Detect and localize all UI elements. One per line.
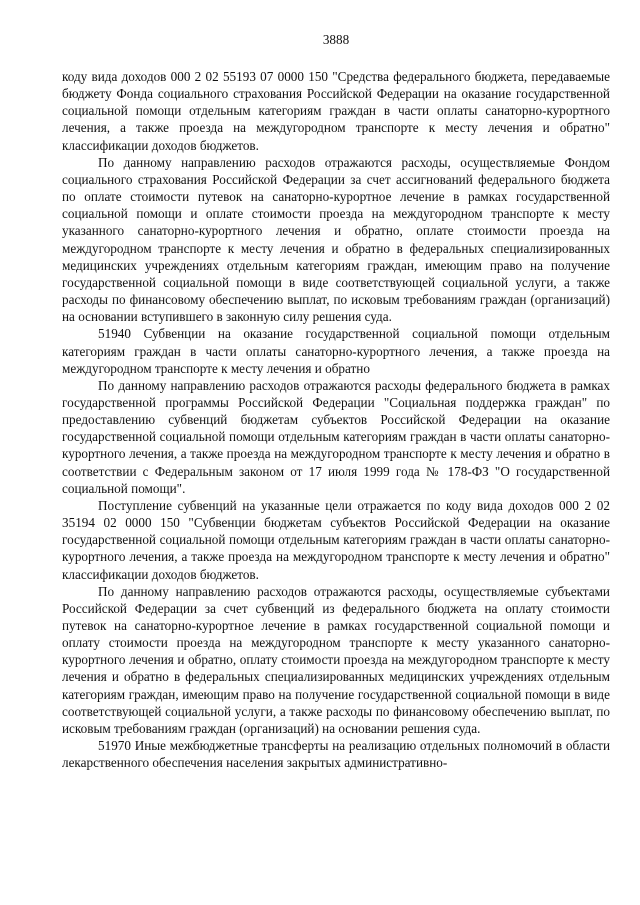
document-page [62,0,610,771]
paragraph-income-code-continuation: коду вида доходов 000 2 02 55193 07 0000 150 "Средства федерального бюджета, передаваемые бюджету Фонда социального страхования Российской Федерации на оказание государственной социальной помощи отдельным категориям граждан в части оплаты санаторно-курортного лечения, а также проезда на междугородном транспорте к месту лечения и обратно" классификации доходов бюджетов. [62,69,610,153]
document-body [62,68,610,771]
paragraph-federal-budget-expenses: По данному направлению расходов отражаются расходы федерального бюджета в рамках государственной программы Российской Федерации "Социальная поддержка граждан" по предоставлению субвенций бюджетам субъектов Российской Федерации на оказание государственной социальной помощи отдельным категориям граждан в части оплаты санаторно-курортного лечения, а также проезда на междугородном транспорте к месту лечения и обратно в соответствии с Федеральным законом от 17 июля 1999 года № 178-ФЗ "О государственной социальной помощи". [62,377,610,496]
paragraph-fss-expenses: По данному направлению расходов отражаются расходы, осуществляемые Фондом социального страхования Российской Федерации за счет ассигнований федерального бюджета по оплате стоимости путевок на санаторно-курортное лечение в рамках государственной социальной помощи и оплате стоимости проезда на междугородном транспорте к месту указанного санаторно-курортного лечения и обратно, оплате стоимости проезда на междугородном транспорте к месту лечения и обратно в федеральных специализированных медицинских учреждениях отдельным категориям граждан, имеющим право на получение государственной социальной помощи в виде соответствующей социальной услуги, а также расходы по финансовому обеспечению выплат, по исковым требованиям граждан (организаций) на основании вступившего в законную силу решения суда. [62,154,610,325]
paragraph-regional-expenses: По данному направлению расходов отражаются расходы, осуществляемые субъектами Российской Федерации за счет субвенций из федерального бюджета на оплату стоимости путевок на санаторно-курортное лечение в рамках государственной социальной помощи и оплату стоимости проезда на междугородном транспорте к месту указанного санаторно-курортного лечения и обратно, оплату стоимости проезда на междугородном транспорте к месту лечения и обратно в федеральных специализированных медицинских учреждениях отдельным категориям граждан, имеющим право на получение государственной социальной помощи в виде соответствующей социальной услуги, а также расходы по финансовому обеспечению выплат, по исковым требованиям граждан (организаций) на основании решения суда. [62,583,610,736]
paragraph-51970-heading: 51970 Иные межбюджетные трансферты на реализацию отдельных полномочий в области лекарственного обеспечения населения закрытых административно- [62,738,610,771]
paragraph-51940-heading: 51940 Субвенции на оказание государственной социальной помощи отдельным категориям граждан в части оплаты санаторно-курортного лечения, а также проезда на междугородном транспорте к месту лечения и обратно [62,326,610,376]
paragraph-subvention-income: Поступление субвенций на указанные цели отражается по коду вида доходов 000 2 02 35194 02 0000 150 "Субвенции бюджетам субъектов Российской Федерации на оказание государственной социальной помощи отдельным категориям граждан в части оплаты санаторно-курортного лечения, а также проезда на междугородном транспорте к месту лечения и обратно" классификации доходов бюджетов. [62,497,610,582]
page-number: 3888 [322,32,350,47]
